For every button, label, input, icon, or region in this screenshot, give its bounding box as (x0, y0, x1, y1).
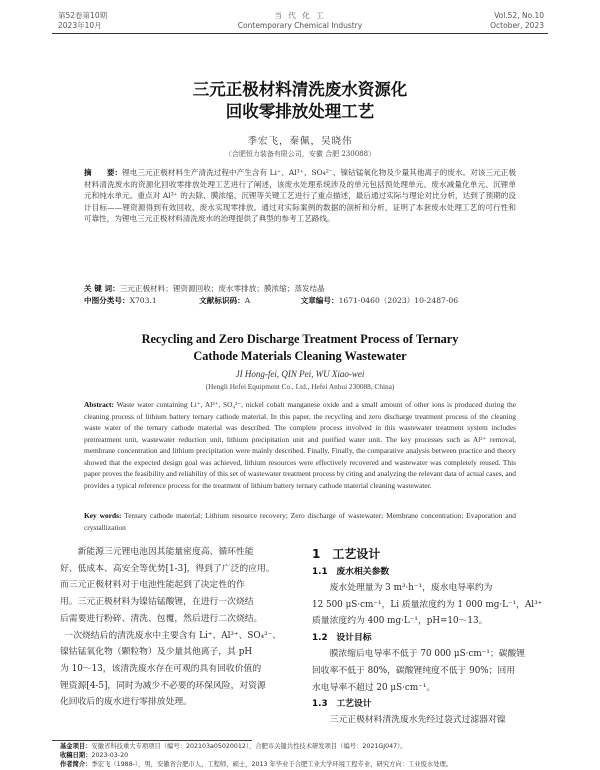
abstract-en (84, 399, 516, 491)
fund-text: 安徽省科技重大专项项目（编号：202103a05020012），合肥市关键共性技术研发项目（编号：2021GJ047）。 (91, 743, 407, 750)
intro-column (60, 544, 294, 711)
keywords-cn-text: 三元正极材料；锂资源回收；废水零排放；膜浓缩；蒸发结晶 (119, 284, 325, 293)
section-1-heading: 1 工艺设计 (312, 547, 381, 561)
method-line: 水电导率不超过 20 μS·cm⁻¹。 (312, 682, 436, 693)
intro-line: 锂资源[4-5]，同时为减少不必要的环保风险，对资源 (60, 680, 266, 691)
subsection-1-3-body (312, 712, 546, 729)
authors-en: JI Hong-fei, QIN Pei, WU Xiao-wei (235, 369, 365, 379)
method-line: 质量浓度约为 400 mg·L⁻¹，pH=10～13。 (312, 616, 488, 627)
footnote-rule (52, 740, 252, 741)
abstract-cn-text: 锂电三元正极材料生产清洗过程中产生含有 Li⁺、Al³⁺、SO₄²⁻、镍钴锰氧化物及少量其他离子的废水。对该三元正极材料清洗废水的资源化回收零排放处理工艺进行了阐述，该废水处理系统涉及的单元包括预处理单元、废水减量化单元、沉锂单元和纯水单元。重点对 Al³⁺ 的去除、膜浓缩、沉锂等关键工艺进行了重点描述，最后通过实际与理论对比分析，达到了预期的设计目标——锂资源得到有效回收、废水实现零排放。通过对实际案例的数据的剖析和分析，证明了本套废水处理工艺的可行性和可靠性，为锂电三元正极材料清洗废水的治理提供了典型的参考工艺路线。 (84, 168, 516, 224)
received-label: 收稿日期： (60, 752, 92, 759)
intro-line: 而三元正极材料对于电池性能起到了决定性的作 (60, 580, 245, 591)
intro-line: 用。三元正极材料为镍钴锰酸锂，在进行一次烧结 (60, 597, 254, 608)
method-column (312, 544, 546, 729)
affiliation-en: (Hengli Hefei Equipment Co., Ltd., Hefei Anhui 230088, China) (205, 382, 395, 391)
title-en-line1: Recycling and Zero Discharge Treatment Process of Ternary (141, 332, 459, 346)
doc-code-label: 文献标识码： (199, 296, 245, 305)
method-line: 回收率不低于 80%，碳酸锂纯度不低于 90%；回用 (312, 665, 516, 676)
subsection-1-1-body (312, 580, 546, 630)
authors-cn: 季宏飞，秦佩，吴晓伟 (247, 136, 353, 147)
intro-line: 后需要进行粉碎、清洗、包覆，然后进行二次烧结。 (60, 613, 263, 624)
fund-label: 基金项目： (60, 743, 92, 750)
keywords-en-label: Key words: (84, 511, 122, 520)
author-bio-text: 季宏飞（1988-），男，安徽省合肥市人，工程师，硕士，2013 年毕业于合肥工业大学环境工程专业，研究方向：工业废水处理。 (91, 761, 453, 768)
journal-name-en: Contemporary Chemical Industry (237, 21, 363, 30)
intro-line: 新能源三元锂电池因其能量密度高、循环性能 (77, 547, 254, 557)
classification-line (84, 295, 516, 307)
affiliation-cn: （合肥恒力装备有限公司，安徽 合肥 230088） (224, 150, 376, 158)
clc-label: 中图分类号： (84, 296, 130, 305)
abstract-cn (84, 167, 516, 225)
article-id-value: 1671-0460（2023）10-2487-06 (338, 296, 459, 305)
method-line: 三元正极材料清洗废水先经过袋式过滤器对镍 (329, 715, 506, 726)
subsection-1-2-body (312, 646, 546, 696)
intro-line: 镍钴锰氧化物（颗粒物）及少量其他离子，其 pH (60, 647, 253, 658)
journal-volume: 第52卷第10期 (58, 11, 108, 20)
intro-line: 化回收后的废水进行零排放处理。 (60, 697, 192, 708)
title-cn-line1: 三元正极材料清洗废水资源化 (192, 80, 408, 99)
journal-name: 当 代 化 工 (274, 11, 326, 20)
keywords-en (84, 510, 516, 533)
subsection-1-2-heading: 1.2 设计目标 (312, 633, 372, 644)
keywords-cn (84, 283, 516, 295)
clc-value: X703.1 (129, 296, 157, 305)
journal-date: 2023年10月 (58, 21, 102, 30)
article-id-label: 文章编号： (300, 296, 339, 305)
journal-date-en: October, 2023 (490, 21, 544, 30)
intro-line: 一次烧结后的清洗废水中主要含有 Li⁺、Al³⁺、SO₄²⁻、 (64, 630, 282, 641)
header-rule (52, 33, 548, 34)
method-line: 膜浓缩后电导率不低于 70 000 μS·cm⁻¹；碳酸锂 (329, 649, 526, 660)
abstract-en-label: Abstract: (84, 400, 114, 409)
abstract-cn-label: 摘 要： (84, 168, 123, 177)
abstract-en-text: Waste water containing Li⁺, Al³⁺, SO₄²⁻, nickel cobalt manganese oxide and a small amount of other ions is produced during the cleaning process of lithium battery ternary cathode material. In this paper, the recycling and zero discharge treatment process of the cleaning waste water of the ternary cathode material was described. The complete process involved in this wastewater treatment system includes pretreatment unit, wastewater reduction unit, lithium precipitation unit and purified water unit. The key processes such as Al³⁺ removal, membrane concentration and lithium precipitation were mainly described. Finally, Finally, the comparative analysis between practice and theory showed that the expected design goal was achieved, lithium resources were effectively recovered and wastewater was completely reused. This paper proves the feasibility and reliability of this set of wastewater treatment process by citing and analyzing the relevant data of actual cases, and provides a typical reference process for the treatment of lithium battery ternary cathode material cleaning wastewater. (84, 400, 516, 490)
footnote-author (60, 760, 550, 770)
subsection-1-3-heading: 1.3 工艺设计 (312, 699, 372, 710)
method-line: 废水处理量为 3 m³·h⁻¹，废水电导率约为 (329, 583, 493, 593)
received-date: 2023-03-20 (91, 752, 129, 759)
doc-code-value: A (244, 296, 251, 305)
title-en-line2: Cathode Materials Cleaning Wastewater (193, 349, 407, 363)
journal-volume-en: Vol.52, No.10 (494, 11, 544, 20)
title-cn-line2: 回收零排放处理工艺 (225, 102, 375, 121)
keywords-cn-label: 关 键 词： (84, 284, 120, 293)
method-line: 12 500 μS·cm⁻¹，Li 质量浓度约为 1 000 mg·L⁻¹，Al³⁺ (312, 599, 543, 610)
intro-line: 为 10～13，该清洗废水存在可观的具有回收价值的 (60, 663, 262, 674)
subsection-1-1-heading: 1.1 废水相关参数 (312, 567, 390, 577)
author-bio-label: 作者简介： (60, 761, 92, 768)
intro-line: 好、低成本、高安全等优势[1-3]，得到了广泛的应用。 (60, 563, 275, 574)
keywords-en-text: Ternary cathode material; Lithium resource recovery; Zero discharge of wastewater; Membrane concentration; Evaporation and crystallization (84, 511, 516, 532)
